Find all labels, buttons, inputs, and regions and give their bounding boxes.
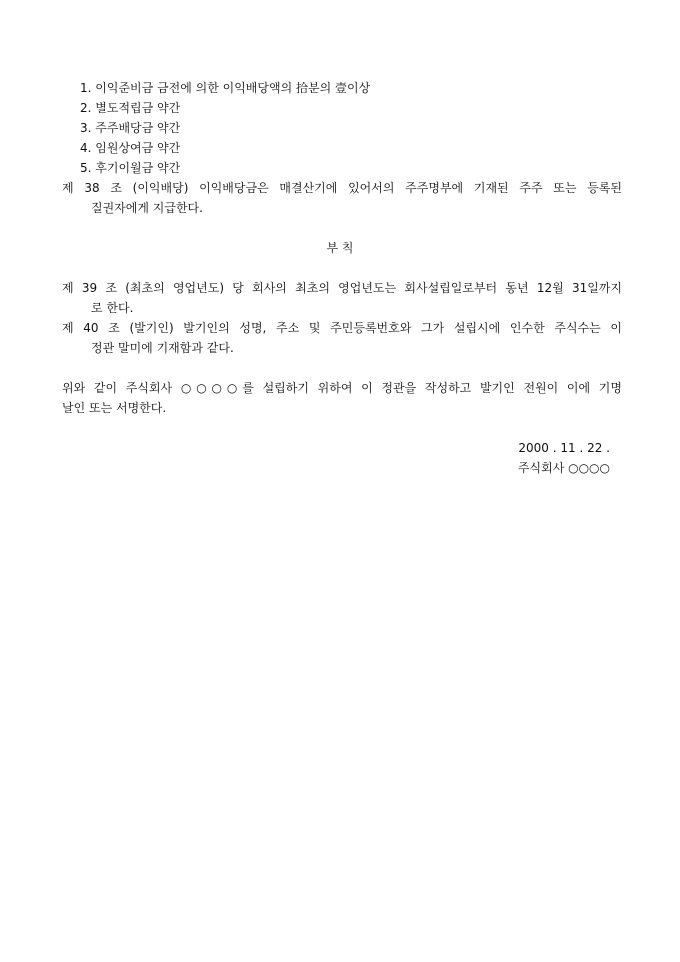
supplementary-heading: 부 칙 xyxy=(326,241,354,255)
list-item-1: 1. 이익준비금 금전에 의한 이익배당액의 拾분의 壹이상 xyxy=(80,81,371,95)
document-date: 2000 . 11 . 22 . xyxy=(518,441,610,455)
list-item-2: 2. 별도적립금 약간 xyxy=(80,101,181,115)
closing-line-2: 날인 또는 서명한다. xyxy=(62,401,167,415)
company-name: 주식회사 ○○○○ xyxy=(517,461,610,475)
list-item-4: 4. 임원상여금 약간 xyxy=(80,141,181,155)
closing-line-1: 위와 같이 주식회사 ○○○○를 설립하기 위하여 이 정관을 작성하고 발기인 전원이 이에 기명 xyxy=(62,381,622,395)
article-40-line-2: 정관 말미에 기재함과 같다. xyxy=(91,341,234,355)
list-item-3: 3. 주주배당금 약간 xyxy=(80,121,181,135)
list-item-5: 5. 후기이월금 약간 xyxy=(80,161,181,175)
article-38-line-2: 질권자에게 지급한다. xyxy=(91,201,203,215)
article-38-line-1: 제 38 조 (이익배당) 이익배당금은 매결산기에 있어서의 주주명부에 기재된 주주 또는 등록된 xyxy=(62,181,622,195)
article-39-line-1: 제 39 조 (최초의 영업년도) 당 회사의 최초의 영업년도는 회사설립일로부터 동년 12월 31일까지 xyxy=(62,281,622,295)
article-40-line-1: 제 40 조 (발기인) 발기인의 성명, 주소 및 주민등록번호와 그가 설립시에 인수한 주식수는 이 xyxy=(62,321,622,335)
article-39-line-2: 로 한다. xyxy=(91,301,134,315)
